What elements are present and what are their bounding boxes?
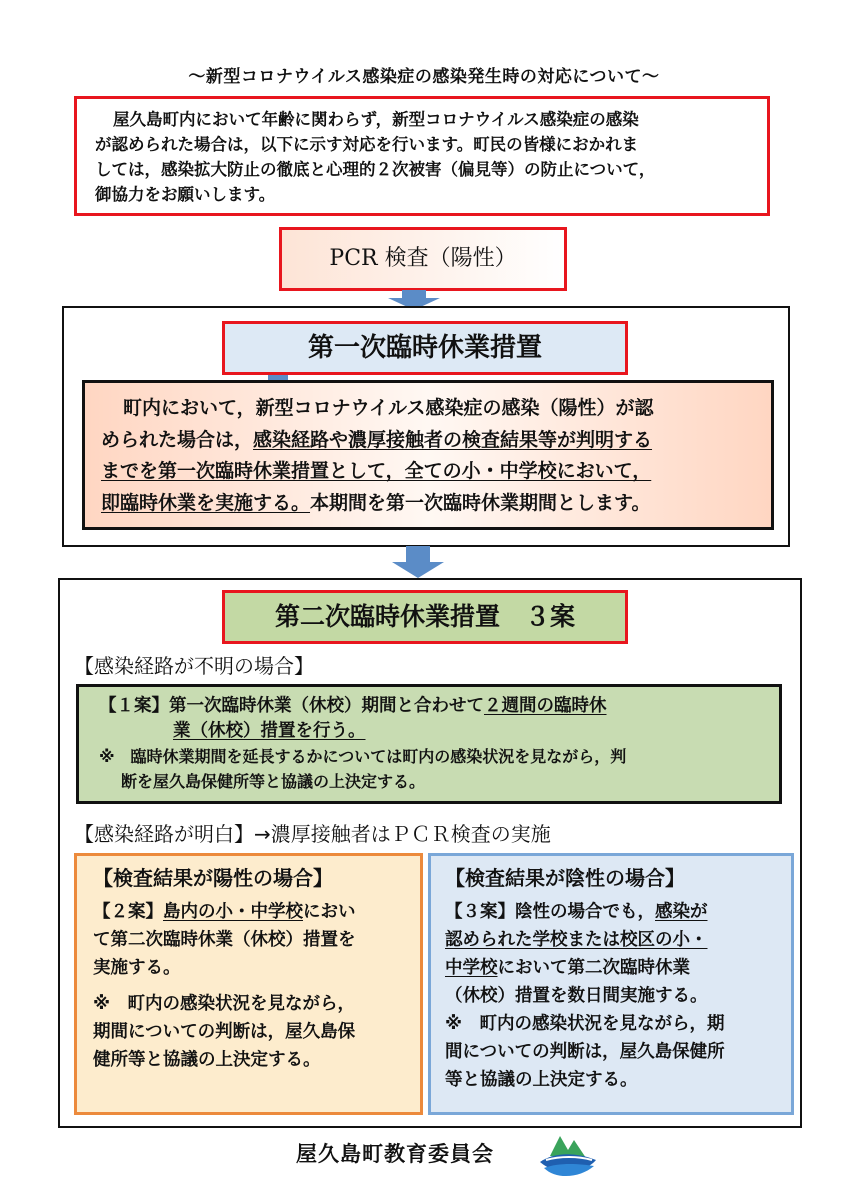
positive-line: 健所等と協議の上決定する。 (93, 1050, 321, 1070)
intro-line: 屋久島町内において年齢に関わらず，新型コロナウイルス感染症の感染 (113, 110, 639, 129)
positive-line (93, 898, 412, 926)
step2-title: 第二次臨時休業措置 ３案 (222, 590, 628, 644)
intro-line: が認められた場合は，以下に示す対応を行います。町民の皆様におかれま (95, 135, 639, 154)
negative-underlined-text: 認められた学校または校区の小・ (445, 930, 708, 950)
positive-line: 実施する。 (93, 958, 181, 978)
negative-line: （休校）措置を数日間実施する。 (445, 986, 708, 1006)
negative-case-heading: 【検査結果が陰性の場合】 (445, 866, 685, 890)
negative-line (445, 926, 783, 954)
pcr-test-box: PCR 検査（陽性） (279, 227, 567, 291)
case1-text: 【１案】第一次臨時休業（休校）期間と合わせて (99, 696, 484, 716)
case1-underlined-text: ２週間の臨時休 (484, 696, 607, 716)
step1-line (101, 488, 759, 520)
intro-box (74, 96, 770, 216)
negative-line (445, 954, 783, 982)
intro-line: しては，感染拡大防止の徹底と心理的２次被害（偏見等）の防止について， (95, 160, 656, 179)
negative-line: ※ 町内の感染状況を見ながら，期 (445, 1014, 725, 1034)
step1-line (101, 456, 759, 488)
step1-underlined-text: までを第一次臨時休業措置として，全ての小・中学校において， (101, 460, 652, 482)
positive-line: 期間についての判断は，屋久島保 (93, 1022, 356, 1042)
positive-line: て第二次臨時休業（休校）措置を (93, 930, 356, 950)
step1-underlined-text: 即臨時休業を実施する。 (101, 491, 311, 514)
intro-line: 御協力をお願いします。 (95, 185, 276, 204)
negative-line (445, 898, 783, 926)
case1-note: ※ 臨時休業期間を延長するかについては町内の感染状況を見ながら，判 (99, 747, 627, 766)
page-title: ～新型コロナウイルス感染症の感染発生時の対応について～ (188, 67, 660, 87)
step1-body (82, 380, 774, 530)
negative-line: 等と協議の上決定する。 (445, 1070, 638, 1090)
case1-line (99, 719, 769, 744)
negative-underlined-text: 中学校 (445, 958, 498, 978)
case1-line (99, 694, 769, 719)
step1-line: 町内において，新型コロナウイルス感染症の感染（陽性）が認 (123, 397, 654, 419)
town-logo-icon (536, 1128, 600, 1182)
known-route-heading: 【感染経路が明白】→濃厚接触者はＰＣＲ検査の実施 (74, 822, 551, 846)
negative-case-box (428, 853, 794, 1115)
step1-text: 本期間を第一次臨時休業期間とします。 (310, 491, 651, 514)
step1-title: 第一次臨時休業措置 (222, 321, 628, 375)
negative-text: 【３案】陰性の場合でも， (445, 902, 655, 922)
down-arrow-icon (390, 546, 446, 580)
case1-note: 断を屋久島保健所等と協議の上決定する。 (121, 772, 426, 791)
unknown-route-heading: 【感染経路が不明の場合】 (74, 654, 314, 678)
positive-line: ※ 町内の感染状況を見ながら， (93, 994, 356, 1014)
negative-line: 間についての判断は，屋久島保健所 (445, 1042, 725, 1062)
positive-case-box (74, 853, 423, 1115)
case1-underlined-text: 業（休校）措置を行う。 (173, 721, 366, 741)
positive-text: におい (303, 902, 356, 922)
positive-underlined-text: 島内の小・中学校 (163, 902, 303, 922)
positive-case-heading: 【検査結果が陽性の場合】 (93, 866, 333, 890)
negative-underlined-text: 感染が (655, 902, 708, 922)
negative-text: において第二次臨時休業 (497, 958, 690, 978)
step1-underlined-text: 感染経路や濃厚接触者の検査結果等が判明する (253, 428, 653, 451)
footer-org-name: 屋久島町教育委員会 (296, 1142, 494, 1166)
positive-text: 【２案】 (93, 902, 163, 922)
case1-box (76, 684, 782, 804)
step1-text: められた場合は， (101, 428, 254, 451)
step1-line (101, 425, 759, 457)
